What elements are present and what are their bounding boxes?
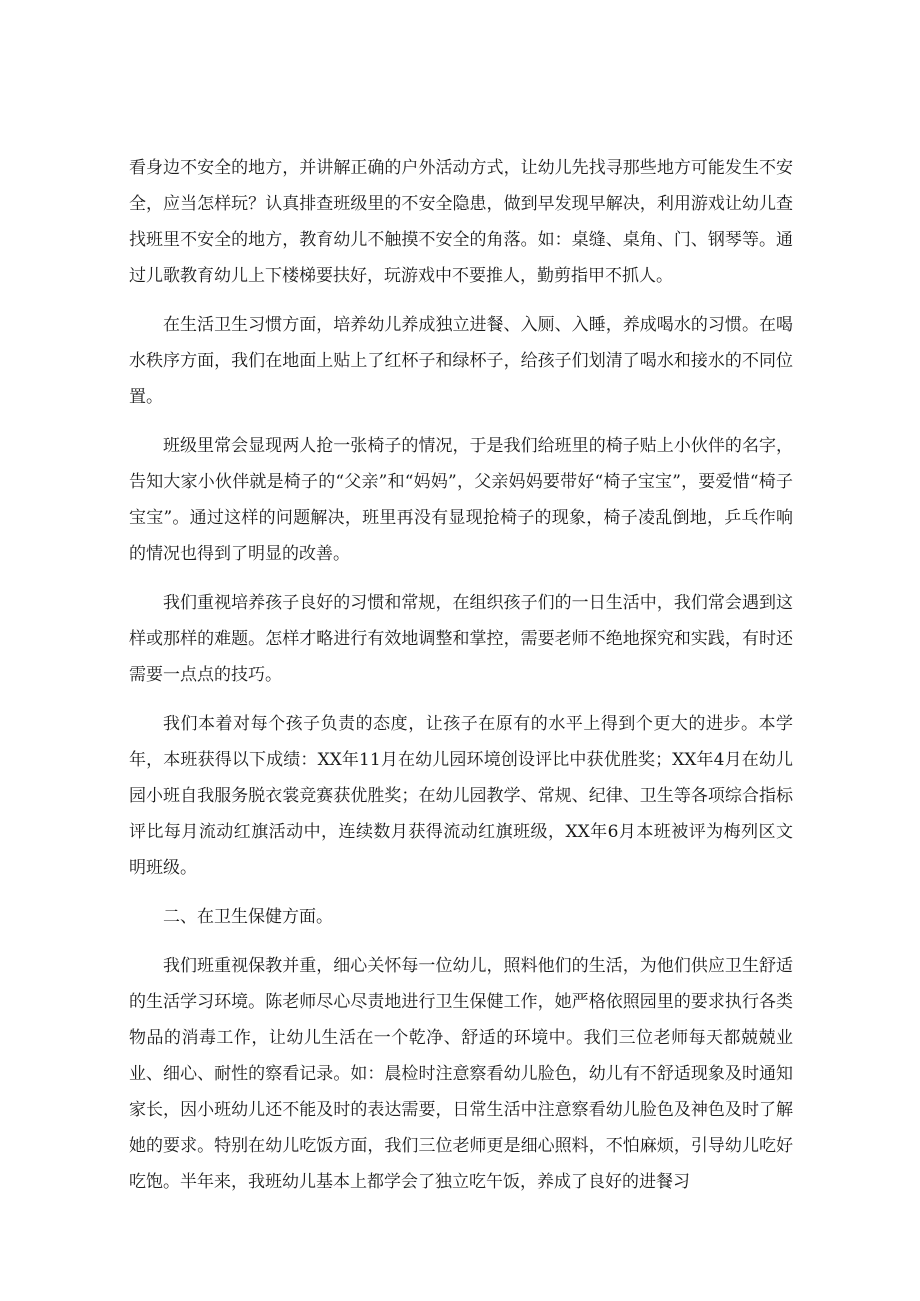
paragraph-chairs: 班级里常会显现两人抢一张椅子的情况，于是我们给班里的椅子贴上小伙伴的名字，告知大家小伙伴就是椅子的“父亲”和“妈妈”，父亲妈妈要带好“椅子宝宝”，要爱惜“椅子宝宝”。通过这样的问题解决，班里再没有显现抢椅子的现象，椅子凌乱倒地，乒乓作响的情况也得到了明显的改善。 xyxy=(129,436,793,564)
document-body xyxy=(129,150,793,1213)
paragraph-routines: 我们重视培养孩子良好的习惯和常规，在组织孩子们的一日生活中，我们常会遇到这样或那样的难题。怎样才略进行有效地调整和掌控，需要老师不绝地探究和实践，有时还需要一点点的技巧。 xyxy=(129,593,793,685)
paragraph-continuation: 看身边不安全的地方，并讲解正确的户外活动方式，让幼儿先找寻那些地方可能发生不安全，应当怎样玩？认真排查班级里的不安全隐患，做到早发现早解决，利用游戏让幼儿查找班里不安全的地方，教育幼儿不触摸不安全的角落。如：桌缝、桌角、门、钢琴等。通过儿歌教育幼儿上下楼梯要扶好，玩游戏中不要推人，勤剪指甲不抓人。 xyxy=(129,158,793,286)
paragraph-hygiene-habits: 在生活卫生习惯方面，培养幼儿养成独立进餐、入厕、入睡，养成喝水的习惯。在喝水秩序方面，我们在地面上贴上了红杯子和绿杯子，给孩子们划清了喝水和接水的不同位置。 xyxy=(129,315,793,407)
paragraph-achievements: 我们本着对每个孩子负责的态度，让孩子在原有的水平上得到个更大的进步。本学年，本班获得以下成绩：XX年11月在幼儿园环境创设评比中获优胜奖；XX年4月在幼儿园小班自我服务脱衣裳竞赛获优胜奖；在幼儿园教学、常规、纪律、卫生等各项综合指标评比每月流动红旗活动中，连续数月获得流动红旗班级，XX年6月本班被评为梅列区文明班级。 xyxy=(129,714,793,878)
paragraph-health-care: 我们班重视保教并重，细心关怀每一位幼儿，照料他们的生活，为他们供应卫生舒适的生活学习环境。陈老师尽心尽责地进行卫生保健工作，她严格依照园里的要求执行各类物品的消毒工作，让幼儿生活在一个乾净、舒适的环境中。我们三位老师每天都兢兢业业、细心、耐性的察看记录。如：晨检时注意察看幼儿脸色，幼儿有不舒适现象及时通知家长，因小班幼儿还不能及时的表达需要，日常生活中注意察看幼儿脸色及神色及时了解她的要求。特别在幼儿吃饭方面，我们三位老师更是细心照料，不怕麻烦，引导幼儿吃好吃饱。半年来，我班幼儿基本上都学会了独立吃午饭，养成了良好的进餐习 xyxy=(129,956,793,1192)
section-heading-health-care: 二、在卫生保健方面。 xyxy=(163,907,333,927)
